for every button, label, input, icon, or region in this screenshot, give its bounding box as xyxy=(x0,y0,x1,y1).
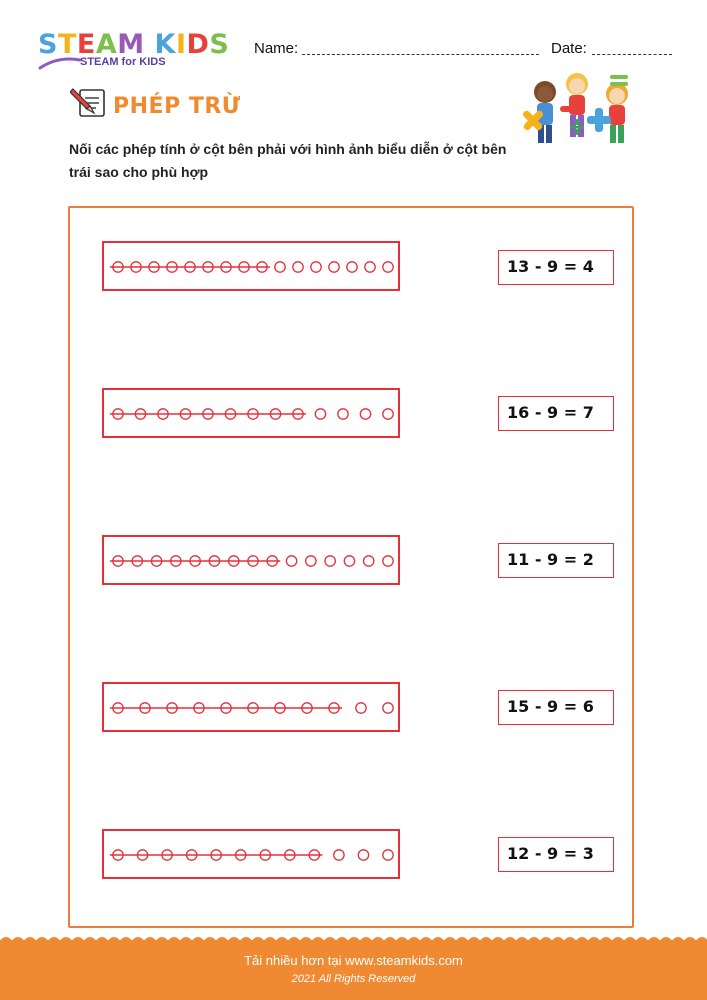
circle xyxy=(383,409,393,419)
logo-letter: K xyxy=(154,29,176,60)
equation-box[interactable]: 13 ‑ 9 = 4 xyxy=(498,250,614,285)
logo-letter: S xyxy=(209,29,230,60)
logo-subtitle: STEAM for KIDS xyxy=(80,56,166,68)
equation-box[interactable]: 15 ‑ 9 = 6 xyxy=(498,690,614,725)
instruction-text: Nối các phép tính ở cột bên phải với hình ảnh biểu diễn ở cột bên trái sao cho phù hợp xyxy=(69,141,507,180)
name-label: Name: xyxy=(254,40,299,57)
logo-letter: D xyxy=(186,29,210,60)
name-field[interactable] xyxy=(302,54,539,55)
circle xyxy=(293,262,303,272)
footer-bar xyxy=(0,940,707,1000)
steam-kids-logo xyxy=(38,30,238,74)
circle xyxy=(364,556,374,566)
logo-letter: I xyxy=(175,29,187,60)
logo-letter: T xyxy=(57,29,77,60)
circle xyxy=(275,262,285,272)
circle-group[interactable] xyxy=(102,241,400,291)
circle xyxy=(334,850,344,860)
circle xyxy=(286,556,296,566)
circle xyxy=(365,262,375,272)
kids-math-illustration xyxy=(515,70,645,160)
circle xyxy=(383,556,393,566)
date-field[interactable] xyxy=(592,54,672,55)
logo-letter: A xyxy=(95,29,118,60)
circle-group[interactable] xyxy=(102,535,400,585)
circle xyxy=(356,703,366,713)
circle xyxy=(329,262,339,272)
circle xyxy=(311,262,321,272)
equation-box[interactable]: 12 ‑ 9 = 3 xyxy=(498,837,614,872)
footer-website-text[interactable]: Tải nhiều hơn tại www.steamkids.com xyxy=(244,953,463,968)
equation-box[interactable]: 11 ‑ 9 = 2 xyxy=(498,543,614,578)
circle xyxy=(338,409,348,419)
logo-letter: S xyxy=(38,29,58,60)
date-label: Date: xyxy=(551,40,587,57)
circle xyxy=(325,556,335,566)
circle xyxy=(315,409,325,419)
circle xyxy=(306,556,316,566)
logo-letter: E xyxy=(76,29,96,60)
circle xyxy=(383,262,393,272)
logo-letter: M xyxy=(117,29,145,60)
circle xyxy=(360,409,370,419)
footer-copyright-text: 2021 All Rights Reserved xyxy=(291,973,416,985)
circle xyxy=(347,262,357,272)
pencil-paper-icon xyxy=(70,86,108,120)
equation-box[interactable]: 16 ‑ 9 = 7 xyxy=(498,396,614,431)
circle-group[interactable] xyxy=(102,682,400,732)
circle xyxy=(358,850,368,860)
logo-swoosh-icon xyxy=(38,54,82,72)
circle-group[interactable] xyxy=(102,388,400,438)
page-title: PHÉP TRỪ xyxy=(113,94,241,119)
circle xyxy=(383,850,393,860)
circle xyxy=(344,556,354,566)
circle-group[interactable] xyxy=(102,829,400,879)
circle xyxy=(383,703,393,713)
